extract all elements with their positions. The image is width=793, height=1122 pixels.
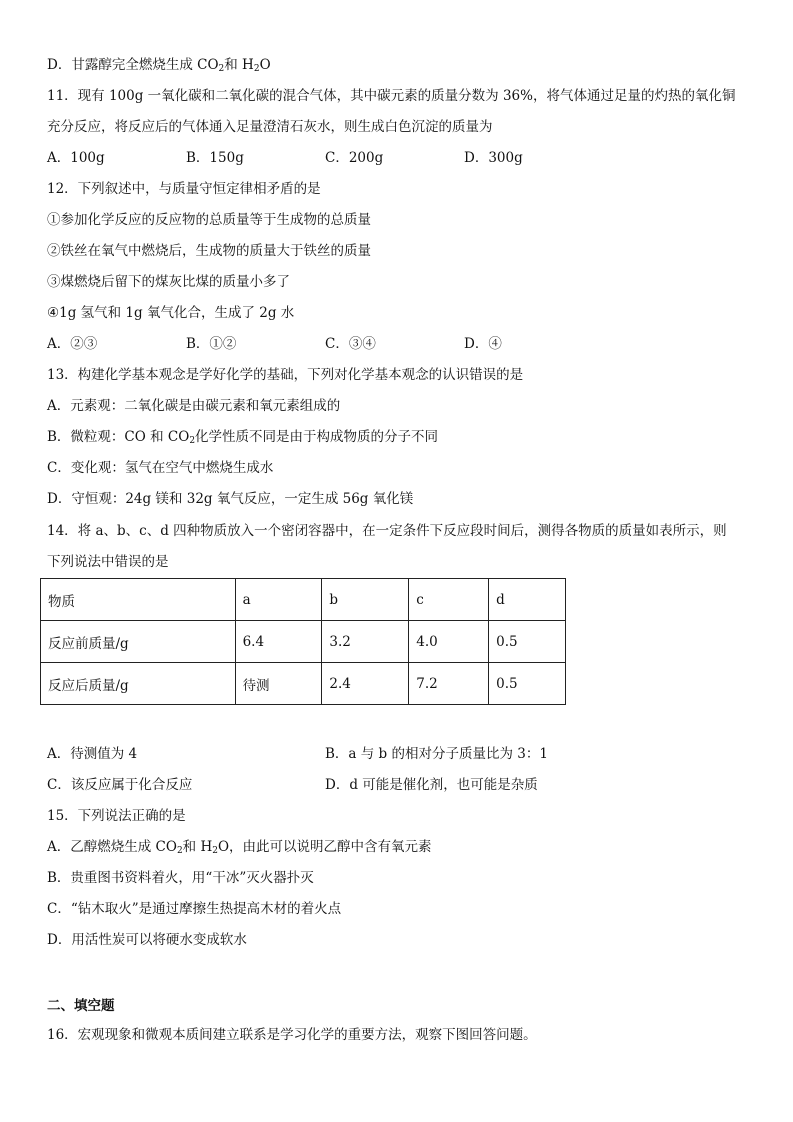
- table-cell: 6.4: [235, 621, 322, 663]
- q13-stem: 13．构建化学基本观念是学好化学的基础，下列对化学基本观念的认识错误的是: [47, 367, 524, 383]
- q14-stem-line1: 14．将 a、b、c、d 四种物质放入一个密闭容器中，在一定条件下反应段时间后，测得各物质的质量如表所示，则: [47, 523, 727, 539]
- q11-stem-line2: 充分反应，将反应后的气体通入足量澄清石灰水，则生成白色沉淀的质量为: [47, 119, 493, 135]
- subscript: 2: [218, 64, 225, 74]
- q12-item-2: ②铁丝在氧气中燃烧后，生成物的质量大于铁丝的质量: [47, 243, 371, 259]
- q12-item-1: ①参加化学反应的反应物的总质量等于生成物的总质量: [47, 212, 371, 228]
- q14-option-c: C．该反应属于化合反应: [47, 777, 193, 793]
- table-cell: d: [489, 579, 566, 621]
- table-cell: b: [322, 579, 409, 621]
- q10-option-d-text: O: [259, 57, 271, 73]
- table-cell: 0.5: [489, 663, 566, 705]
- subscript: 2: [189, 436, 196, 446]
- q10-option-d-text: D．甘露醇完全燃烧生成 CO: [47, 57, 219, 73]
- q11-stem-line1: 11．现有 100g 一氧化碳和二氧化碳的混合气体，其中碳元素的质量分数为 36%，将气体通过足量的灼热的氧化铜: [47, 88, 736, 104]
- q12-item-4: ④1g 氢气和 1g 氧气化合，生成了 2g 水: [47, 305, 295, 321]
- q16-stem: 16．宏观现象和微观本质间建立联系是学习化学的重要方法，观察下图回答问题。: [47, 1027, 537, 1043]
- q12-option-c: C．③④: [325, 336, 376, 352]
- q15-option-d: D．用活性炭可以将硬水变成软水: [47, 932, 247, 948]
- subscript: 2: [212, 846, 218, 856]
- table-cell: 2.4: [322, 663, 409, 705]
- q12-stem: 12．下列叙述中，与质量守恒定律相矛盾的是: [47, 181, 321, 197]
- q13-option-b: [47, 427, 438, 447]
- q12-option-b: B．①②: [186, 336, 237, 352]
- q14-option-a: A．待测值为 4: [47, 746, 138, 762]
- q14-option-d: D．d 可能是催化剂，也可能是杂质: [325, 777, 538, 793]
- table-cell: 物质: [41, 579, 236, 621]
- q15-option-b: B．贵重图书资料着火，用“干冰”灭火器扑灭: [47, 870, 314, 886]
- q15-option-a-text: O，由此可以说明乙醇中含有氧元素: [217, 839, 432, 855]
- q15-option-a-text: A．乙醇燃烧生成 CO: [47, 839, 177, 855]
- table-cell: 7.2: [409, 663, 489, 705]
- q14-stem-line2: 下列说法中错误的是: [47, 554, 169, 570]
- q12-item-3: ③煤燃烧后留下的煤灰比煤的质量小多了: [47, 274, 290, 290]
- table-cell: 反应前质量/g: [41, 621, 236, 663]
- q13-option-a: A．元素观：二氧化碳是由碳元素和氧元素组成的: [47, 398, 341, 414]
- q10-option-d: [47, 55, 271, 75]
- q14-option-b: B．a 与 b 的相对分子质量比为 3：1: [325, 746, 548, 762]
- subscript: 2: [253, 64, 260, 74]
- table-row: [41, 579, 566, 621]
- q14-mass-table: [40, 578, 566, 705]
- table-cell: 4.0: [409, 621, 489, 663]
- table-row: [41, 663, 566, 705]
- table-row: [41, 621, 566, 663]
- q13-option-d: D．守恒观：24g 镁和 32g 氧气反应，一定生成 56g 氧化镁: [47, 491, 414, 507]
- q10-option-d-text: 和 H: [224, 57, 254, 73]
- q15-stem: 15．下列说法正确的是: [47, 808, 186, 824]
- table-cell: c: [409, 579, 489, 621]
- table-cell: 0.5: [489, 621, 566, 663]
- q11-option-a: A．100g: [47, 150, 105, 166]
- table-cell: 反应后质量/g: [41, 663, 236, 705]
- q11-option-b: B．150g: [186, 150, 244, 166]
- q12-option-a: A．②③: [47, 336, 98, 352]
- section-heading: 二、填空题: [47, 998, 115, 1014]
- table-cell: 待测: [235, 663, 322, 705]
- q13-option-b-text: 化学性质不同是由于构成物质的分子不同: [195, 429, 439, 445]
- q13-option-b-text: B．微粒观：CO 和 CO: [47, 429, 190, 445]
- q11-option-c: C．200g: [325, 150, 384, 166]
- table-cell: a: [235, 579, 322, 621]
- q12-option-d: D．④: [464, 336, 502, 352]
- table-cell: 3.2: [322, 621, 409, 663]
- q15-option-c: C．“钻木取火”是通过摩擦生热提高木材的着火点: [47, 901, 342, 917]
- q13-option-c: C．变化观：氢气在空气中燃烧生成水: [47, 460, 274, 476]
- q15-option-a: [47, 837, 432, 857]
- subscript: 2: [176, 846, 183, 856]
- q11-option-d: D．300g: [464, 150, 523, 166]
- q15-option-a-text: 和 H: [182, 839, 213, 855]
